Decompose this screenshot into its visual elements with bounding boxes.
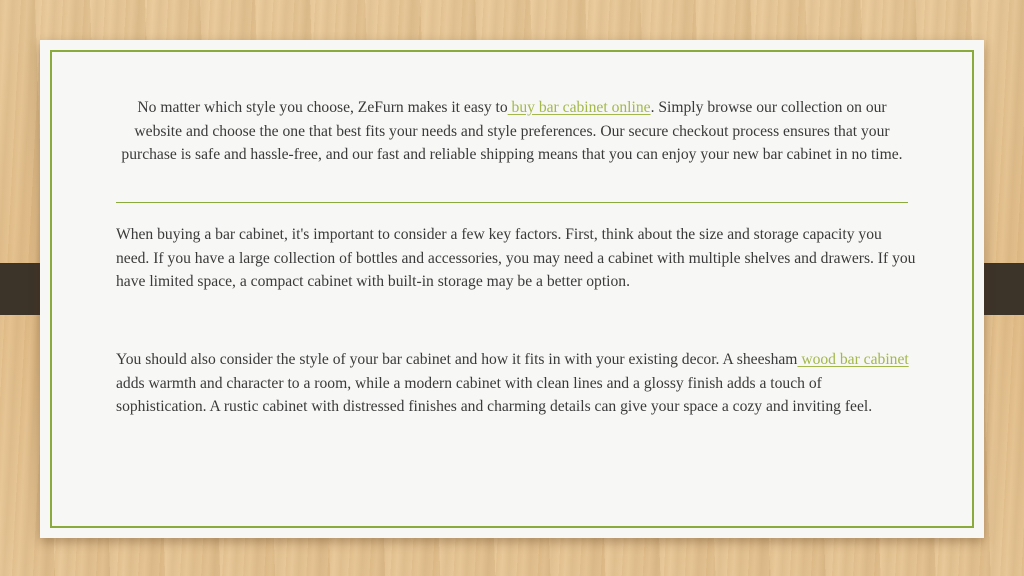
wood-bar-cabinet-link[interactable]: wood bar cabinet: [797, 351, 909, 368]
section-divider: [116, 202, 908, 203]
intro-paragraph: [116, 96, 908, 167]
style-text-before: You should also consider the style of your bar cabinet and how it fits in with your existing decor. A sheesham: [116, 351, 798, 368]
style-paragraph: [116, 348, 916, 419]
style-text-after: adds warmth and character to a room, while a modern cabinet with clean lines and a glossy finish adds a touch of sophistication. A rustic cabinet with distressed finishes and charming details can give your space a cozy and inviting feel.: [116, 374, 873, 415]
buy-bar-cabinet-online-link[interactable]: buy bar cabinet online: [507, 99, 651, 116]
buying-factors-paragraph: When buying a bar cabinet, it's important to consider a few key factors. First, think about the size and storage capacity you need. If you have a large collection of bottles and accessories, you may need a cabinet with multiple shelves and drawers. If you have limited space, a compact cabinet with built-in storage may be a better option.: [116, 226, 916, 290]
intro-text-after: . Simply browse our collection on our website and choose the one that best fits your needs and style preferences. Our secure checkout process ensures that your purchase is safe and hassle-free, and our fast and reliable shipping means that you can enjoy your new bar cabinet in no time.: [121, 99, 903, 163]
intro-text-before: No matter which style you choose, ZeFurn makes it easy to: [137, 99, 508, 116]
